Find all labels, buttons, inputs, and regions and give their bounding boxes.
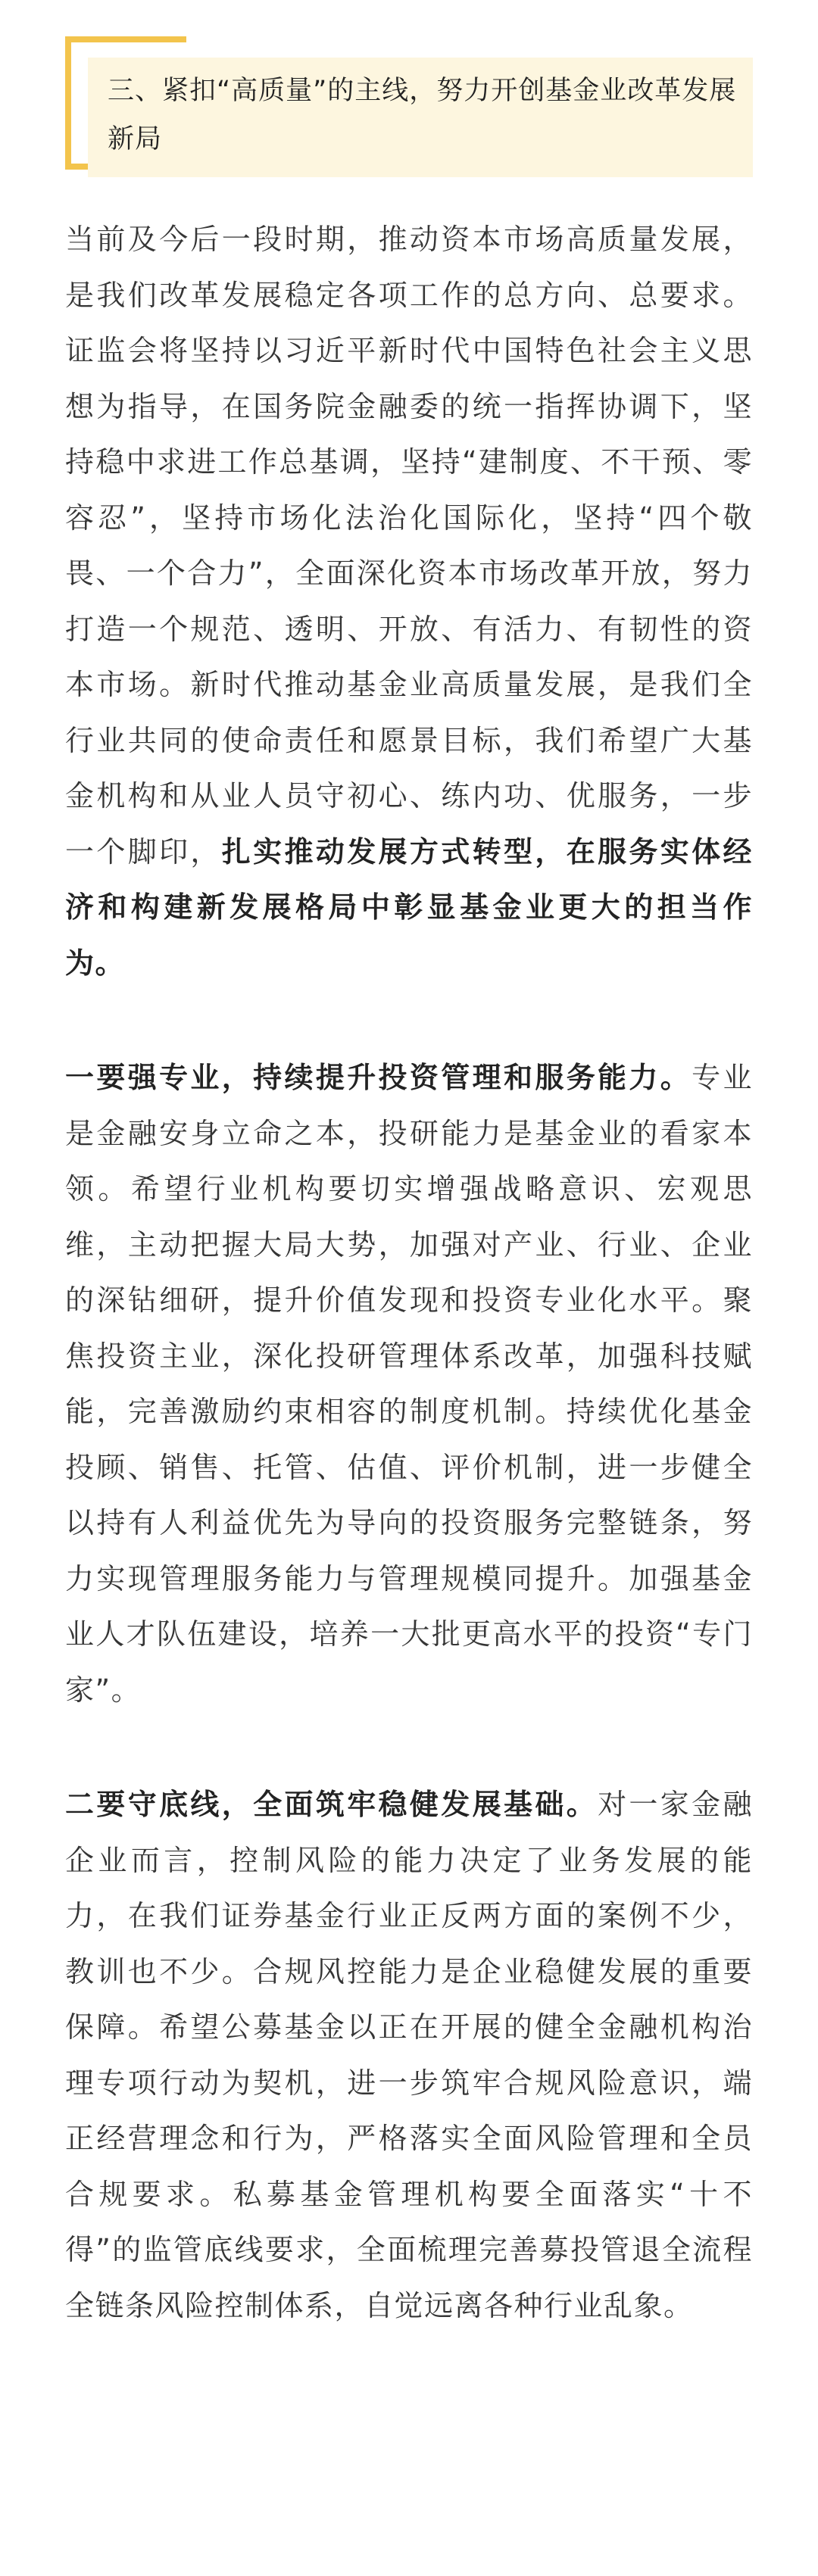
paragraph-2-heading: 一要强专业，持续提升投资管理和服务能力。 <box>65 1061 692 1094</box>
paragraph-3 <box>65 1777 753 2334</box>
section-header <box>65 36 753 177</box>
paragraph-2 <box>65 1050 753 1718</box>
article-body <box>65 212 753 2393</box>
section-title: 三、紧扣“高质量”的主线，努力开创基金业改革发展新局 <box>108 76 737 154</box>
paragraph-1-text: 当前及今后一段时期，推动资本市场高质量发展，是我们改革发展稳定各项工作的总方向、总要求。证监会将坚持以习近平新时代中国特色社会主义思想为指导，在国务院金融委的统一指挥协调下，坚持稳中求进工作总基调，坚持“建制度、不干预、零容忍”，坚持市场化法治化国际化，坚持“四个敬畏、一个合力”，全面深化资本市场改革开放，努力打造一个规范、透明、开放、有活力、有韧性的资本市场。新时代推动基金业高质量发展，是我们全行业共同的使命责任和愿景目标，我们希望广大基金机构和从业人员守初心、练内功、优服务，一步一个脚印， <box>65 223 753 869</box>
paragraph-3-heading: 二要守底线，全面筑牢稳健发展基础。 <box>65 1788 598 1821</box>
paragraph-2-text: 专业是金融安身立命之本，投研能力是基金业的看家本领。希望行业机构要切实增强战略意识、宏观思维，主动把握大局大势，加强对产业、行业、企业的深钻细研，提升价值发现和投资专业化水平。聚焦投资主业，深化投研管理体系改革，加强科技赋能，完善激励约束相容的制度机制。持续优化基金投顾、销售、托管、估值、评价机制，进一步健全以持有人利益优先为导向的投资服务完整链条，努力实现管理服务能力与管理规模同提升。加强基金业人才队伍建设，培养一大批更高水平的投资“专门家”。 <box>65 1061 753 1707</box>
paragraph-1-emphasis: 扎实推动发展方式转型，在服务实体经济和构建新发展格局中彰显基金业更大的担当作为。 <box>65 834 753 980</box>
paragraph-3-text: 对一家金融企业而言，控制风险的能力决定了业务发展的能力，在我们证券基金行业正反两方面的案例不少，教训也不少。合规风控能力是企业稳健发展的重要保障。希望公募基金以正在开展的健全金融机构治理专项行动为契机，进一步筑牢合规风险意识，端正经营理念和行为，严格落实全面风险管理和全员合规要求。私募基金管理机构要全面落实“十不得”的监管底线要求，全面梳理完善募投管退全流程全链条风险控制体系，自觉远离各种行业乱象。 <box>65 1788 753 2322</box>
paragraph-1 <box>65 212 753 991</box>
